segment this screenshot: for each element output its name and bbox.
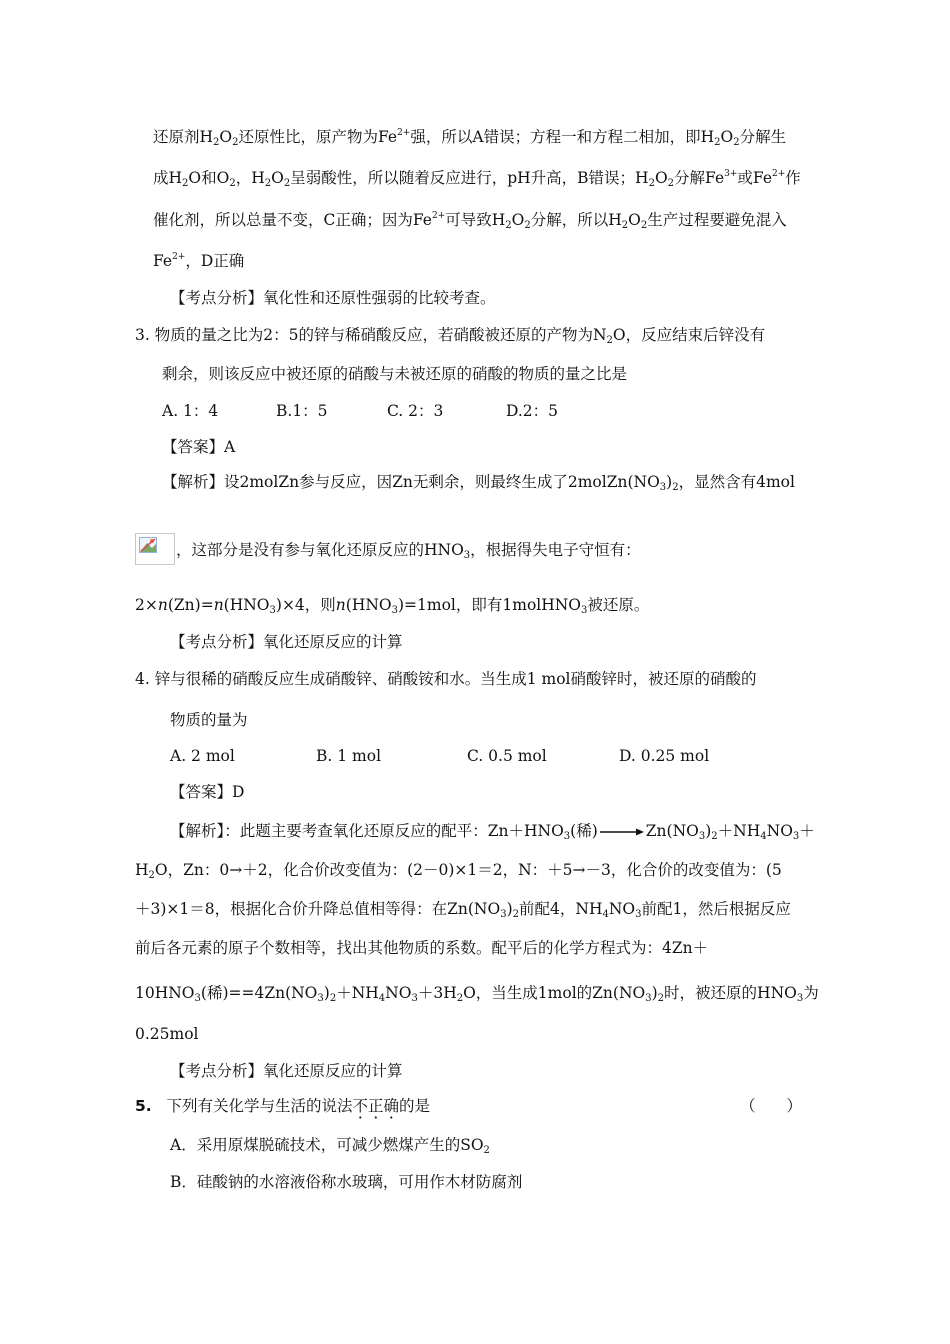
reaction-arrow-icon: [600, 827, 644, 837]
option-b: B.1：5: [276, 402, 328, 420]
option-a: A. 1：4: [162, 402, 219, 420]
text-line: 成$H_2O$和$O_2$，$H_2O_2$呈弱酸性，所以随着反应进行，pH升高，B错误；$H_2O_2$分解$Fe^{3+}$或$Fe^{2+}$作: [153, 169, 801, 189]
text-line: 还原剂$H_2O_2$还原性比，原产物为$Fe^{2+}$强，所以A错误；方程一和方程二相加，即$H_2O_2$分解生: [153, 128, 787, 148]
explanation-line: 【解析】设2molZn参与反应，因Zn无剩余，则最终生成了$2molZn(NO_3)_2$，显然含有4mol: [162, 473, 795, 493]
option-a: A．采用原煤脱硫技术，可减少燃煤产生的$SO_2$: [170, 1136, 490, 1156]
explanation-line: ＋3)×1＝8，根据化合价升降总值相等得：在$Zn(NO_3)_2$前配4，$NH_4NO_3$前配1，然后根据反应: [135, 900, 791, 920]
explanation-line: 【解析】：此题主要考查氧化还原反应的配平：$Zn+HNO_3$(稀) $Zn(NO_3)_2+NH_4NO_3+$: [170, 822, 815, 842]
question-5-stem: 5. 下列有关化学与生活的说法不正确的是: [135, 1097, 431, 1115]
question-3-stem: 剩余，则该反应中被还原的硝酸与未被还原的硝酸的物质的量之比是: [162, 365, 628, 383]
analysis-label: 【考点分析】氧化还原反应的计算: [170, 1062, 403, 1080]
option-d: D.2：5: [506, 402, 559, 420]
explanation-line: ，这部分是没有参与氧化还原反应的$HNO_3$，根据得失电子守恒有：: [176, 541, 641, 561]
option-c: C. 0.5 mol: [467, 747, 547, 765]
explanation-line: 0.25mol: [135, 1025, 199, 1043]
option-b: B．硅酸钠的水溶液俗称水玻璃，可用作木材防腐剂: [170, 1173, 523, 1191]
text-line: 催化剂，所以总量不变，C正确；因为$Fe^{2+}$可导致$H_2O_2$分解，所以$H_2O_2$生产过程要避免混入: [153, 211, 787, 231]
explanation-line: $2\times n(Zn)=n(HNO_3)\times 4$，则$n(HNO_3)=1mol$，即有1molHNO$_3$被还原。: [135, 596, 650, 616]
option-a: A. 2 mol: [170, 747, 235, 765]
answer-parentheses: （ ）: [740, 1097, 803, 1115]
analysis-label: 【考点分析】氧化还原反应的计算: [170, 633, 403, 651]
explanation-line: $10HNO_3$(稀)$==4Zn(NO_3)_2+NH_4NO_3+3H_2O$，当生成1mol的$Zn(NO_3)_2$时，被还原的$HNO_3$为: [135, 984, 819, 1004]
answer-label: 【答案】D: [170, 783, 245, 801]
explanation-line: 前后各元素的原子个数相等，找出其他物质的系数。配平后的化学方程式为：4Zn＋: [135, 939, 709, 957]
explanation-line: $H_2O$，Zn：0→＋2，化合价改变值为：(2－0)×1＝2，N：＋5→－3，化合价的改变值为：(5: [135, 861, 782, 881]
answer-label: 【答案】A: [162, 438, 236, 456]
question-4-stem: 物质的量为: [170, 711, 248, 729]
text-line: $Fe^{2+}$，D正确: [153, 252, 245, 270]
question-4-stem: 4. 锌与很稀的硝酸反应生成硝酸锌、硝酸铵和水。当生成1 mol硝酸锌时，被还原的硝酸的: [135, 670, 757, 688]
broken-image-icon: [135, 533, 175, 565]
option-c: C. 2：3: [387, 402, 444, 420]
option-b: B. 1 mol: [316, 747, 382, 765]
option-d: D. 0.25 mol: [619, 747, 710, 765]
analysis-label: 【考点分析】氧化性和还原性强弱的比较考查。: [170, 289, 496, 307]
question-3-stem: 3. 物质的量之比为2：5的锌与稀硝酸反应，若硝酸被还原的产物为$N_2O$，反应结束后锌没有: [135, 326, 766, 346]
